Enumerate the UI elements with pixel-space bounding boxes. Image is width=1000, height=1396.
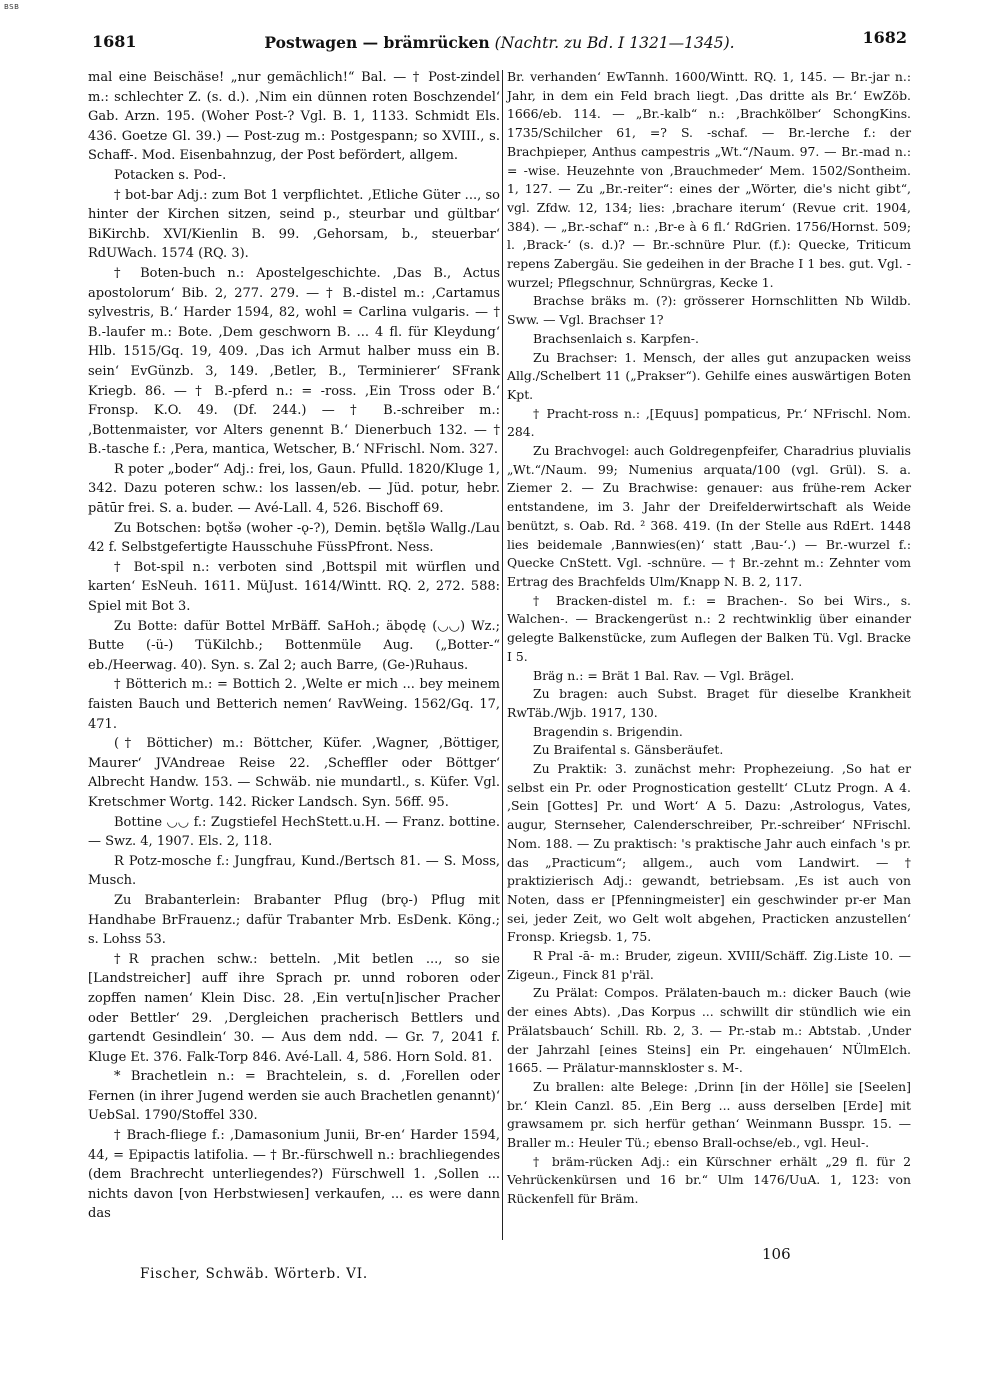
running-title (92, 33, 907, 52)
page-header (92, 28, 907, 56)
entry-paragraph: R Pral -ā- m.: Bruder, zigeun. XVIII/Schäff. Zig.Liste 10. — Zigeun., Finck 81 p'räl. (507, 948, 911, 982)
entry-paragraph: Potacken s. Pod-. (114, 167, 227, 183)
entry-paragraph: Br. verhanden‘ EwTannh. 1600/Wintt. RQ. 1, 145. — Br.-jar n.: Jahr, in dem ein Feld brach liegt. ‚Das dritte als Br.‘ EwZöb. 1666/eb. 114. — „Br.-kalb“ n.: ‚Brachkölber‘ SchongKins. 1735/Schilcher 61, =? S. -schaf. — Br.-lerche f.: der Brachpieper, Anthus campestris „Wt.“/Naum. 97. — Br.-mad n.: = -wise. Heuzehnte von ‚Brauchmeder‘ Mem. 1502/Sontheim. 1, 127. — Zu „Br.-reiter“: eines der „Wörter, die's nicht gibt“, vgl. Zfdw. 12, 134; lies: ‚brachare iterum‘ (Revue crit. 1904, 384). — „Br.-schaf“ n.: ‚Br-e à 6 fl.‘ RdGrien. 1756/Hornst. 509; l. ‚Brack-‘ (s. d.)? — Br.-schnüre Plur. (f.): Quecke, Triticum repens Zabergäu. Sie gedeihen in der Brache I 1 bes. gut. Vgl. -wurzel; Pflegschnur, Schnürgras, Kecke 1. (507, 69, 911, 290)
entry-paragraph: † Brach-fliege f.: ‚Damasonium Junii, Br-en‘ Harder 1594, 44, = Epipactis latifolia. — † Br.-fürschwell n.: brachliegendes (dem Brachrecht unterliegendes?) Fürschwell 1. ‚Sollen ... nichts davon [von Herbstwiesen] verkaufen, ... es were dann das (88, 1128, 500, 1222)
entry-paragraph: Brachse bräks m. (?): grösserer Hornschlitten Nb Wildb. Sww. — Vgl. Brachser 1? (507, 293, 911, 328)
entry-paragraph: R Potz-mosche f.: Jungfrau, Kund./Bertsch 81. — S. Moss, Musch. (88, 853, 500, 889)
entry-paragraph: Bragendin s. Brigendin. (533, 723, 683, 739)
entry-paragraph: Bräg n.: = Brät 1 Bal. Rav. — Vgl. Brägel. (533, 667, 795, 683)
page-number-left: 1681 (92, 32, 137, 51)
running-title-note: (Nachtr. zu Bd. I 1321—1345). (494, 34, 735, 52)
entry-paragraph: Bottine ◡◡ f.: Zugstiefel HechStett.u.H. — Franz. bottine. — Swz. 4, 1907. Els. 2, 118. (88, 814, 500, 850)
entry-paragraph: mal eine Beischäse! „nur gemächlich!“ Bal. — † Post-zindel m.: schlechter Z. (s. d.). ‚Nim ein dünnen roten Boschzendel‘ Gab. Arzn. 195. (Woher Post-? Vgl. B. 1, 1133. Schmidt Els. 436. Goetze Gl. 39.) — Post-zug m.: Postgespann; so XVIII., s. Schaff-. Mod. Eisenbahnzug, der Post befördert, allgem. (88, 70, 500, 164)
entry-paragraph: Zu Brachvogel: auch Goldregenpfeifer, Charadrius pluvialis „Wt.“/Naum. 99; Numenius arquata/100 (vgl. Grül). S. a. Ziemer 2. — Zu Brachwise: genauer: aus frühe-rem Acker entstandene, im 3. Jahr der Dreifelderwirtschaft als Weide benützt, s. Oab. Rd. ² 368. 419. (In der Stelle aus RdErt. 1448 lies beidemale ‚Bannwies(en)‘ statt ‚Bau-‘.) — Br.-wurzel f.: Quecke CnStett. Vgl. -schnüre. — † Br.-zehnt m.: Zehnter vom Ertrag des Brachfelds Ulm/Knapp N. B. 2, 117. (507, 443, 911, 589)
entry-paragraph: † bräm-rücken Adj.: ein Kürschner erhält „29 fl. für 2 Vehrückenkürsen und 16 br.“ Ulm 1476/UuA. 1, 123: von Rückenfell für Bräm. (507, 1153, 911, 1207)
entry-paragraph: † bot-bar Adj.: zum Bot 1 verpflichtet. ‚Etliche Güter ..., so hinter der Kirchen sitzen, seind p., steurbar und gültbar‘ BiKirchb. XVI/Kienlin B. 99. ‚Gehorsam, b., steuerbar‘ RdUWach. 1574 (RQ. 3). (88, 187, 500, 262)
entry-paragraph: Zu brallen: alte Belege: ‚Drinn [in der Hölle] sie [Seelen] br.‘ Klein Canzl. 85. ‚Ein Berg ... auss derselben [Erde] mit grawsamem pr. sich herfür gethan‘ Weinmann Busspr. 15. — Braller m.: Heuler Tü.; ebenso Brall-ochse/eb., vgl. Heul-. (507, 1078, 911, 1151)
left-column (88, 68, 500, 1224)
running-title-headwords: Postwagen — brämrücken (264, 33, 490, 52)
entry-paragraph: † Bracken-distel m. f.: = Brachen-. So bei Wirs., s. Walchen-. — Brackengerüst n.: 2 rechtwinklig über einander gelegte Balkenstücke, zum Auflegen der Balken Tü. Vgl. Bracke I 5. (507, 592, 911, 664)
entry-paragraph: * Brachetlein n.: = Brachtelein, s. d. ‚Forellen oder Fernen (in ihrer Jugend werden sie auch Brachetlen genannt)‘ UebSal. 1790/Stoffel 330. (88, 1069, 500, 1124)
entry-paragraph: Brachsenlaich s. Karpfen-. (533, 330, 699, 346)
entry-paragraph: Zu Prälat: Compos. Prälaten-bauch m.: dicker Bauch (wie der eines Abts). ‚Das Korpus ... schwillt dir stündlich wie ein Prälatsbauch‘ Schill. Rb. 2, 3. — Pr.-stab m.: Abtstab. ‚Under der Jahrzahl [eines Steins] ein Pr. eingehauen‘ NÜlmElch. 1665. — Prälatur-mannskloster s. M-. (507, 985, 911, 1076)
entry-paragraph: († Böttiсher) m.: Böttcher, Küfer. ‚Wagner, ‚Böttiger, Maurer‘ JVAndreae Reise 22. ‚Scheffler oder Böttger‘ Albrecht Handw. 153. — Schwäb. nie mundartl., s. Küfer. Vgl. Kretschmer Wortg. 142. Ricker Landsch. Syn. 56ff. 95. (88, 736, 500, 810)
entry-paragraph: Zu bragen: auch Subst. Braget für dieselbe Krankheit RwTäb./Wjb. 1917, 130. (507, 686, 911, 720)
entry-paragraph: Zu Braifental s. Gänsberäufet. (533, 742, 724, 758)
entry-paragraph: †R prachen schw.: betteln. ‚Mit betlen ..., so sie [Landstreicher] auff ihre Sprach pr. unnd roboren oder zopffen namen‘ Klein Disc. 28. ‚Ein vertu[n]ischer Pracher oder Bettler‘ 29. ‚Dergleichen pracherisch Bettlers und gartendt Gesindlein‘ 30. — Aus dem ndd. — Gr. 7, 2041 f. Kluge Et. 376. Falk-Torp 846. Avé-Lall. 4, 586. Horn Sold. 81. (88, 951, 500, 1065)
entry-paragraph: Zu Brabanterlein: Brabanter Pflug (brǫ-) Pflug mit Handhabe BrFrauenz.; dafür Trabanter Mrb. EsDenk. Köng.; s. Lohss 53. (88, 892, 500, 948)
footer-source: Fischer, Schwäb. Wörterb. VI. (140, 1266, 368, 1282)
entry-paragraph: † Bot-spil n.: verboten sind ‚Bottspil mit würflen und karten‘ EsNeuh. 1611. MüJust. 1614/Wintt. RQ. 2, 272. 588: Spiel mit Bot 3. (88, 559, 500, 615)
entry-paragraph: R poter „boder“ Adj.: frei, los, Gaun. Pfulld. 1820/Kluge 1, 342. Dazu poteren schw.: los lassen/eb. — Jüd. potur, hebr. pātūr frei. S. a. buder. — Avé-Lall. 4, 526. Bischoff 69. (88, 461, 500, 517)
entry-paragraph: † Boten-buch n.: Apostelgeschichte. ‚Das B., Actus apostolorum‘ Bib. 2, 277. 279. — † B.-distel m.: ‚Cartamus sylvestris, B.‘ Harder 1594, 82, wohl = Carlina vulgaris. — † B.-laufer m.: Bote. ‚Dem geschworn B. ... 4 fl. für Kleydung‘ Hlb. 1515/Gq. 19, 409. ‚Das ich Armut halber muss ein B. sein‘ EvGünzb. 3, 149. ‚Betler, B., Terminierer‘ SFrank Kriegb. 86. — † B.-pferd n.: = -ross. ‚Ein Tross oder B.‘ Fronsp. K.O. 49. (Df. 244.) — † B.-schreiber m.: ‚Bottenmaister, vor Alters genennt B.‘ Dienerbuch 132. — † B.-tasche f.: ‚Pera, mantica, Wetscher, B.‘ NFrischl. Nom. 327. (88, 265, 500, 458)
entry-paragraph: † Bötterich m.: = Bottich 2. ‚Welte er mich ... bey meinem faisten Bauch und Betterich nemen‘ RavWeing. 1562/Gq. 17, 471. (88, 677, 500, 732)
entry-paragraph: † Pracht-ross n.: ‚[Equus] pompaticus, Pr.‘ NFrischl. Nom. 284. (507, 405, 911, 440)
entry-paragraph: Zu Brachser: 1. Mensch, der alles gut anzupacken weiss Allg./Schelbert 11 („Prakser“). Gehilfe eines auswärtigen Boten Kpt. (507, 349, 911, 402)
entry-paragraph: Zu Botschen: bǫtšə (woher -ǫ-?), Demin. bętšlə Wallg./Lau 42 f. Selbstgefertigte Hausschuhe FüssPfront. Ness. (88, 520, 500, 556)
right-column (507, 68, 911, 1209)
page-number-right: 1682 (862, 28, 907, 47)
footer-sheet-number: 106 (762, 1245, 791, 1263)
entry-paragraph: Zu Botte: dafür Bottel MrBäff. SaHoh.; äbǫdę (◡◡) Wz.; Butte (-ü-) TüKilchb.; Bottenmüle Aug. („Botter-“ eb./Heerwag. 40). Syn. s. Zal 2; auch Barre, (Ge-)Ruhaus. (88, 618, 500, 673)
library-stamp: BSB (4, 3, 20, 11)
column-divider (502, 70, 503, 1240)
entry-paragraph: Zu Praktik: 3. zunächst mehr: Prophezeiung. ‚So hat er selbst ein Pr. oder Prognostication gestellt‘ CLutz Progn. A 4. ‚Sein [Gottes] Pr. und Wort‘ A 5. Dazu: ‚Astrologus, Vates, augur, Sternseher, Calenderschreiber, Pr.-schreiber‘ NFrischl. Nom. 188. — Zu praktisch: 's praktische Jahr auch einfach 's pr. das „Practicum“; allgem., auch vom Landwirt. — † praktizierisch Adj.: gewandt, betriebsam. ‚Es ist auch von Noten, dass er [Pfenningmeister] ein geschwinder pr-er Man sei, jeder Zeit, wo Gelt wolt abgehen, Practicken anzustellen‘ Fronsp. Kriegsb. 1, 75. (507, 761, 911, 945)
